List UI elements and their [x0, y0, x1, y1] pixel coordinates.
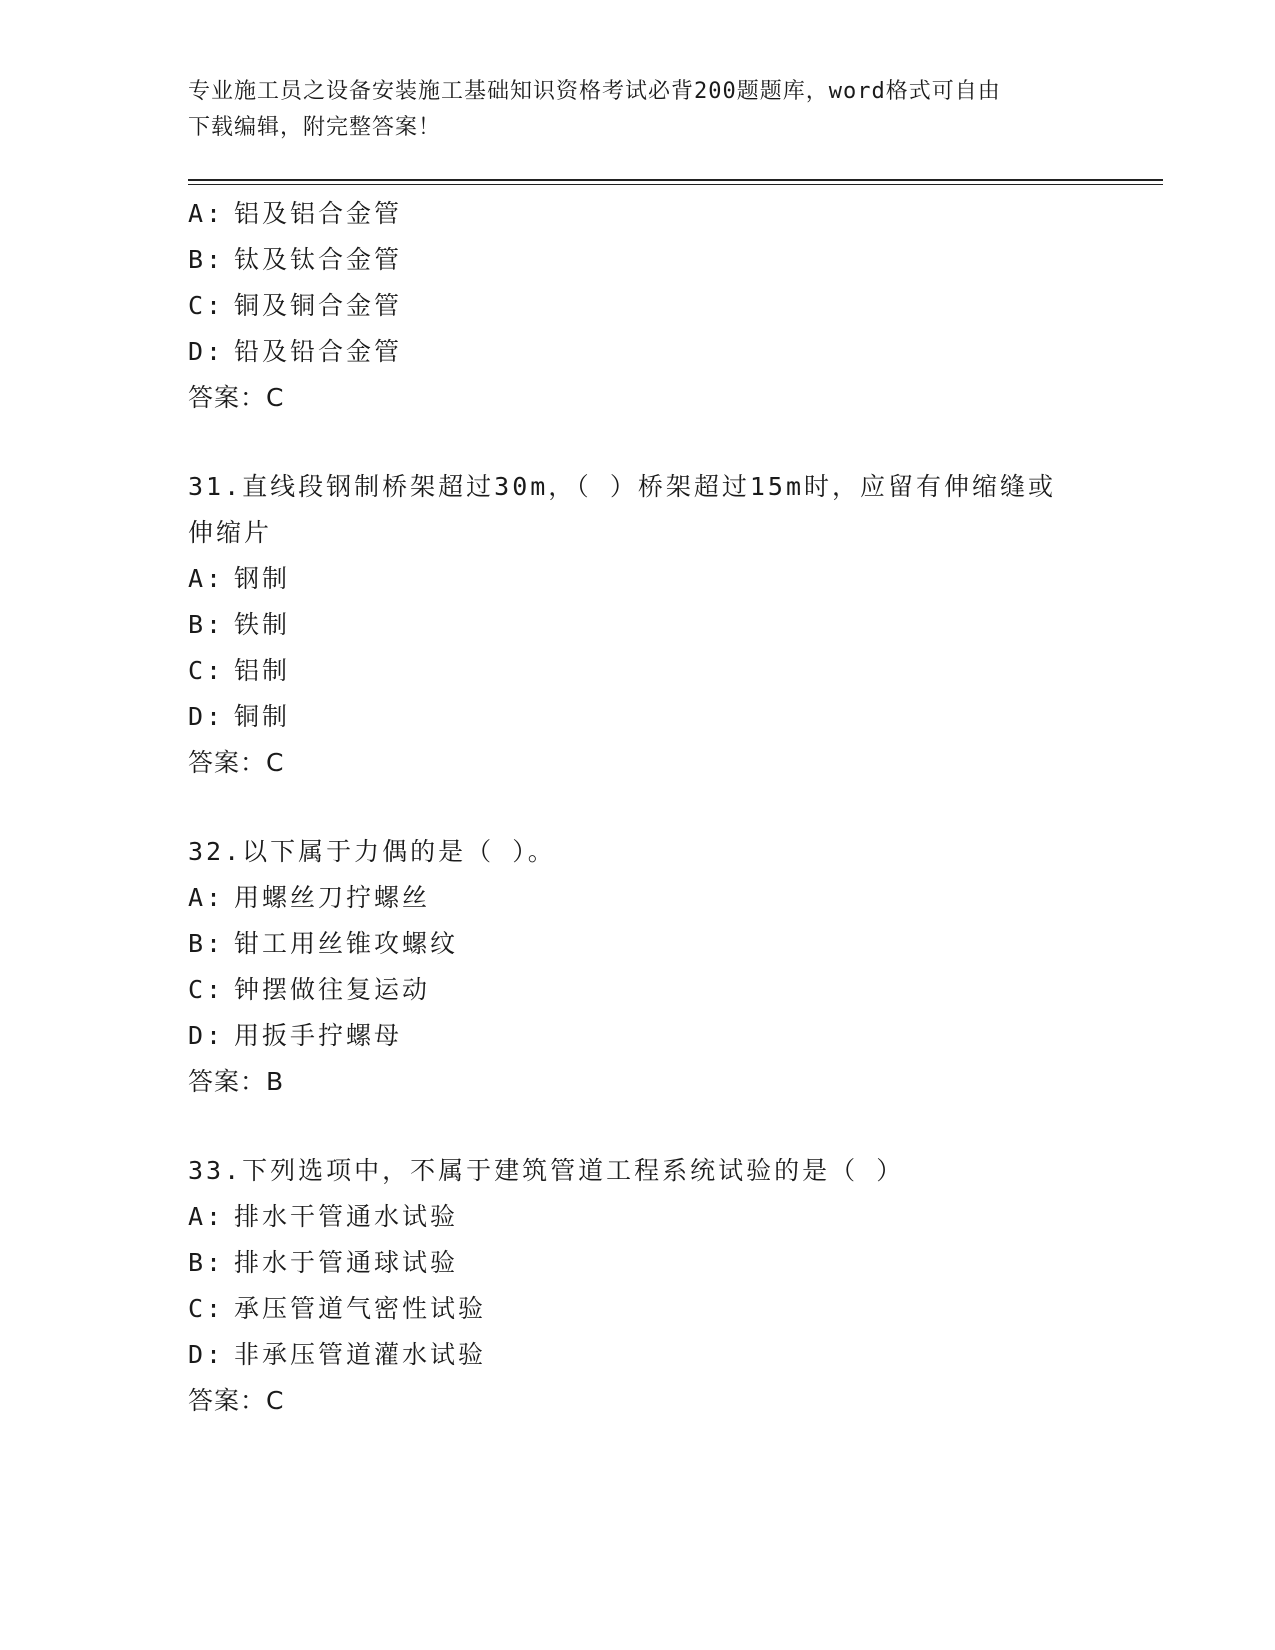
option-c — [188, 283, 1148, 329]
option-key: C: — [188, 1294, 225, 1323]
option-text: 铅及铅合金管 — [234, 337, 403, 366]
option-key: C: — [188, 291, 225, 320]
option-key: A: — [188, 1202, 225, 1231]
spacer — [188, 786, 1148, 829]
question-stem: 32.以下属于力偶的是（ ）。 — [188, 837, 556, 866]
answer-line: 答案：C — [188, 1386, 285, 1415]
option-key: C: — [188, 656, 225, 685]
option-key: B: — [188, 245, 225, 274]
option-text: 用螺丝刀拧螺丝 — [234, 883, 431, 912]
option-key: D: — [188, 1340, 225, 1369]
option-a — [188, 556, 1148, 602]
option-d — [188, 329, 1148, 375]
option-text: 铜制 — [234, 702, 291, 731]
question-block — [188, 829, 1148, 1105]
question-stem: 伸缩片 — [188, 518, 273, 547]
option-text: 排水干管通水试验 — [234, 1202, 459, 1231]
option-a — [188, 191, 1148, 237]
option-b — [188, 921, 1148, 967]
option-text: 承压管道气密性试验 — [234, 1294, 487, 1323]
option-text: 铝及铝合金管 — [234, 199, 403, 228]
header-rule-thin — [188, 184, 1163, 185]
option-key: B: — [188, 929, 225, 958]
question-block — [188, 191, 1148, 421]
answer-line: 答案：C — [188, 748, 285, 777]
option-text: 钢制 — [234, 564, 291, 593]
option-text: 钟摆做往复运动 — [234, 975, 431, 1004]
option-text: 非承压管道灌水试验 — [234, 1340, 487, 1369]
option-c — [188, 648, 1148, 694]
spacer — [188, 1105, 1148, 1148]
answer-line: 答案：C — [188, 383, 285, 412]
option-key: B: — [188, 610, 225, 639]
option-text: 铝制 — [234, 656, 291, 685]
option-text: 钛及钛合金管 — [234, 245, 403, 274]
header-line-1: 专业施工员之设备安装施工基础知识资格考试必背200题题库，word格式可自由 — [188, 79, 1001, 104]
option-key: D: — [188, 1021, 225, 1050]
option-text: 铁制 — [234, 610, 291, 639]
option-a — [188, 1194, 1148, 1240]
option-key: A: — [188, 883, 225, 912]
option-text: 钳工用丝锥攻螺纹 — [234, 929, 459, 958]
option-d — [188, 694, 1148, 740]
option-text: 用扳手拧螺母 — [234, 1021, 403, 1050]
header-rule-thick — [188, 179, 1163, 181]
option-c — [188, 1286, 1148, 1332]
option-b — [188, 237, 1148, 283]
option-text: 排水于管通球试验 — [234, 1248, 459, 1277]
option-text: 铜及铜合金管 — [234, 291, 403, 320]
question-block — [188, 464, 1148, 786]
document-header — [188, 74, 1088, 146]
spacer — [188, 421, 1148, 464]
answer-line: 答案：B — [188, 1067, 285, 1096]
option-key: D: — [188, 337, 225, 366]
question-block — [188, 1148, 1148, 1424]
option-key: A: — [188, 199, 225, 228]
option-a — [188, 875, 1148, 921]
option-key: A: — [188, 564, 225, 593]
question-stem: 31.直线段钢制桥架超过30m，（ ）桥架超过15m时，应留有伸缩缝或 — [188, 472, 1057, 501]
question-list — [188, 191, 1148, 1424]
option-key: C: — [188, 975, 225, 1004]
option-d — [188, 1332, 1148, 1378]
header-line-2: 下载编辑，附完整答案！ — [188, 115, 442, 140]
option-b — [188, 602, 1148, 648]
option-c — [188, 967, 1148, 1013]
question-stem: 33.下列选项中，不属于建筑管道工程系统试验的是（ ） — [188, 1156, 905, 1185]
option-key: D: — [188, 702, 225, 731]
option-d — [188, 1013, 1148, 1059]
option-b — [188, 1240, 1148, 1286]
option-key: B: — [188, 1248, 225, 1277]
